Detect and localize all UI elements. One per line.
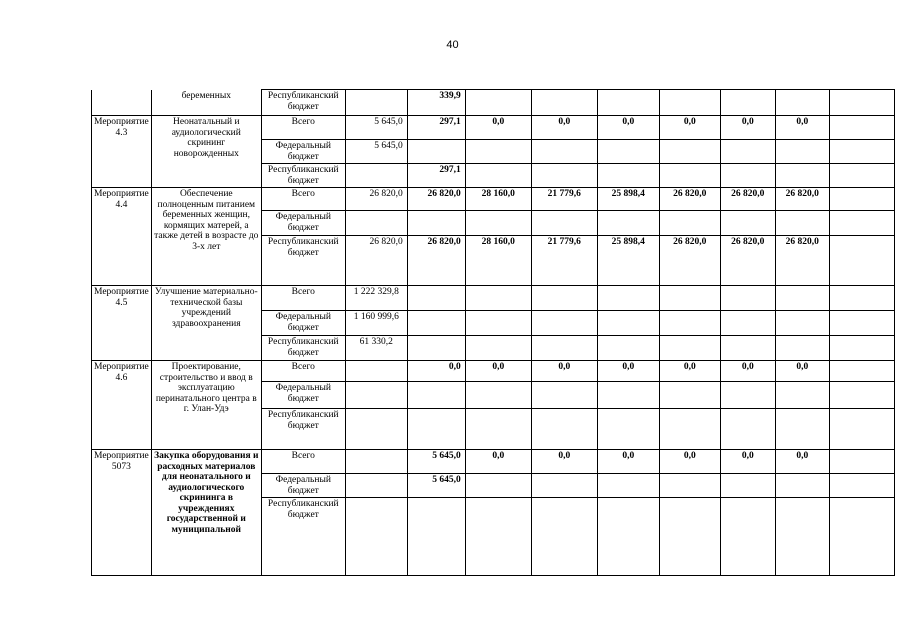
value-cell (531, 164, 597, 188)
value-cell: 0,0 (720, 450, 775, 474)
value-cell (465, 336, 531, 361)
source-cell: Федеральный бюджет (261, 382, 345, 409)
table-row (92, 450, 895, 474)
source-cell: Республиканский бюджет (261, 409, 345, 450)
value-cell (531, 382, 597, 409)
value-cell (775, 409, 829, 450)
value-cell: 0,0 (465, 450, 531, 474)
value-cell (531, 90, 597, 116)
value-cell (775, 382, 829, 409)
value-cell (829, 188, 894, 211)
value-cell (465, 409, 531, 450)
table-row (92, 188, 895, 211)
value-cell (775, 90, 829, 116)
value-cell (407, 409, 465, 450)
value-cell: 5 645,0 (407, 450, 465, 474)
source-cell: Всего (261, 450, 345, 474)
value-cell (720, 140, 775, 164)
value-cell (659, 164, 720, 188)
value-cell (597, 311, 659, 336)
source-cell: Республиканский бюджет (261, 498, 345, 576)
value-cell (829, 286, 894, 311)
value-cell (775, 211, 829, 236)
event-name-cell: беременных (151, 90, 261, 116)
value-cell (597, 498, 659, 576)
value-cell (829, 361, 894, 382)
value-cell (465, 498, 531, 576)
source-cell: Всего (261, 188, 345, 211)
value-cell: 0,0 (407, 361, 465, 382)
value-cell: 5 645,0 (345, 116, 407, 140)
event-cell: Мероприятие 5073 (92, 450, 152, 576)
event-name-cell: Неонатальный и аудиологический скрининг новорожденных (151, 116, 261, 188)
value-cell (465, 311, 531, 336)
value-cell (720, 474, 775, 498)
value-cell (345, 409, 407, 450)
value-cell (659, 90, 720, 116)
value-cell: 0,0 (659, 116, 720, 140)
value-cell (720, 409, 775, 450)
table-row (92, 286, 895, 311)
event-cell: Мероприятие 4.6 (92, 361, 152, 450)
value-cell (531, 474, 597, 498)
value-cell: 0,0 (597, 450, 659, 474)
value-cell (829, 211, 894, 236)
value-cell (345, 164, 407, 188)
value-cell (597, 382, 659, 409)
event-name-cell: Закупка оборудования и расходных материалов для неонатального и аудиологического скрининга в учреждениях государственной и муниципальной (151, 450, 261, 576)
value-cell (531, 311, 597, 336)
value-cell: 61 330,2 (345, 336, 407, 361)
value-cell (659, 474, 720, 498)
value-cell: 26 820,0 (659, 236, 720, 286)
value-cell (345, 450, 407, 474)
value-cell: 28 160,0 (465, 188, 531, 211)
value-cell: 0,0 (531, 361, 597, 382)
value-cell (465, 140, 531, 164)
value-cell (597, 409, 659, 450)
value-cell: 1 222 329,8 (345, 286, 407, 311)
value-cell (659, 140, 720, 164)
value-cell: 21 779,6 (531, 188, 597, 211)
value-cell (597, 336, 659, 361)
value-cell (720, 211, 775, 236)
value-cell (597, 140, 659, 164)
value-cell: 0,0 (597, 116, 659, 140)
value-cell (829, 450, 894, 474)
source-cell: Всего (261, 361, 345, 382)
value-cell: 26 820,0 (659, 188, 720, 211)
value-cell (345, 382, 407, 409)
event-cell: Мероприятие 4.4 (92, 188, 152, 286)
value-cell (775, 474, 829, 498)
page-number: 40 (446, 39, 459, 51)
source-cell: Всего (261, 116, 345, 140)
value-cell (345, 90, 407, 116)
value-cell: 25 898,4 (597, 188, 659, 211)
value-cell: 5 645,0 (345, 140, 407, 164)
value-cell (345, 211, 407, 236)
event-name-cell: Проектирование, строительство и ввод в эксплуатацию перинатального центра в г. Улан-Удэ (151, 361, 261, 450)
value-cell (775, 164, 829, 188)
value-cell: 26 820,0 (720, 188, 775, 211)
value-cell: 1 160 999,6 (345, 311, 407, 336)
value-cell: 0,0 (720, 361, 775, 382)
value-cell: 28 160,0 (465, 236, 531, 286)
value-cell (407, 498, 465, 576)
value-cell (345, 498, 407, 576)
value-cell (597, 474, 659, 498)
value-cell (531, 211, 597, 236)
value-cell (465, 286, 531, 311)
value-cell: 26 820,0 (720, 236, 775, 286)
value-cell (829, 90, 894, 116)
value-cell: 0,0 (720, 116, 775, 140)
value-cell (659, 336, 720, 361)
value-cell: 26 820,0 (775, 236, 829, 286)
value-cell (345, 474, 407, 498)
value-cell (531, 286, 597, 311)
table-row (92, 90, 895, 116)
value-cell: 0,0 (775, 361, 829, 382)
value-cell (531, 140, 597, 164)
source-cell: Федеральный бюджет (261, 311, 345, 336)
value-cell (465, 474, 531, 498)
source-cell: Федеральный бюджет (261, 140, 345, 164)
budget-table (91, 89, 895, 576)
value-cell (407, 211, 465, 236)
value-cell (829, 382, 894, 409)
value-cell (659, 211, 720, 236)
value-cell (659, 382, 720, 409)
value-cell: 0,0 (465, 361, 531, 382)
value-cell: 0,0 (659, 450, 720, 474)
source-cell: Федеральный бюджет (261, 211, 345, 236)
value-cell: 26 820,0 (345, 236, 407, 286)
value-cell (829, 474, 894, 498)
event-name-cell: Обеспечение полноценным питанием беременных женщин, кормящих матерей, а также детей в возрасте до 3-х лет (151, 188, 261, 286)
value-cell: 0,0 (465, 116, 531, 140)
value-cell: 0,0 (531, 116, 597, 140)
value-cell (775, 311, 829, 336)
value-cell (829, 164, 894, 188)
value-cell: 0,0 (659, 361, 720, 382)
value-cell: 0,0 (531, 450, 597, 474)
event-name-cell: Улучшение материально-технической базы учреждений здравоохранения (151, 286, 261, 361)
value-cell (775, 498, 829, 576)
table-row (92, 361, 895, 382)
value-cell (465, 90, 531, 116)
value-cell (659, 286, 720, 311)
value-cell (775, 286, 829, 311)
value-cell: 26 820,0 (345, 188, 407, 211)
value-cell (407, 140, 465, 164)
value-cell (597, 90, 659, 116)
source-cell: Всего (261, 286, 345, 311)
value-cell (720, 164, 775, 188)
value-cell (720, 311, 775, 336)
value-cell (829, 311, 894, 336)
value-cell (829, 236, 894, 286)
value-cell (597, 286, 659, 311)
value-cell (720, 286, 775, 311)
value-cell: 25 898,4 (597, 236, 659, 286)
value-cell: 0,0 (775, 450, 829, 474)
value-cell: 0,0 (597, 361, 659, 382)
value-cell (345, 361, 407, 382)
value-cell (407, 286, 465, 311)
value-cell (659, 311, 720, 336)
event-cell: Мероприятие 4.5 (92, 286, 152, 361)
value-cell (829, 140, 894, 164)
value-cell (407, 311, 465, 336)
value-cell (659, 498, 720, 576)
value-cell (720, 498, 775, 576)
value-cell (531, 336, 597, 361)
value-cell (829, 498, 894, 576)
value-cell (775, 336, 829, 361)
value-cell (720, 336, 775, 361)
event-cell: Мероприятие 4.3 (92, 116, 152, 188)
value-cell (407, 336, 465, 361)
value-cell: 26 820,0 (775, 188, 829, 211)
value-cell (829, 116, 894, 140)
value-cell: 26 820,0 (407, 188, 465, 211)
value-cell (829, 409, 894, 450)
value-cell (465, 211, 531, 236)
value-cell: 5 645,0 (407, 474, 465, 498)
value-cell: 0,0 (775, 116, 829, 140)
value-cell: 339,9 (407, 90, 465, 116)
value-cell (465, 164, 531, 188)
source-cell: Республиканский бюджет (261, 236, 345, 286)
value-cell (720, 382, 775, 409)
value-cell (597, 211, 659, 236)
value-cell (659, 409, 720, 450)
value-cell (775, 140, 829, 164)
value-cell (720, 90, 775, 116)
value-cell: 26 820,0 (407, 236, 465, 286)
value-cell: 297,1 (407, 116, 465, 140)
value-cell: 21 779,6 (531, 236, 597, 286)
source-cell: Республиканский бюджет (261, 90, 345, 116)
value-cell (531, 498, 597, 576)
value-cell (465, 382, 531, 409)
source-cell: Республиканский бюджет (261, 164, 345, 188)
value-cell (829, 336, 894, 361)
table-row (92, 116, 895, 140)
source-cell: Республиканский бюджет (261, 336, 345, 361)
value-cell: 297,1 (407, 164, 465, 188)
source-cell: Федеральный бюджет (261, 474, 345, 498)
value-cell (597, 164, 659, 188)
event-cell (92, 90, 152, 116)
value-cell (531, 409, 597, 450)
value-cell (407, 382, 465, 409)
